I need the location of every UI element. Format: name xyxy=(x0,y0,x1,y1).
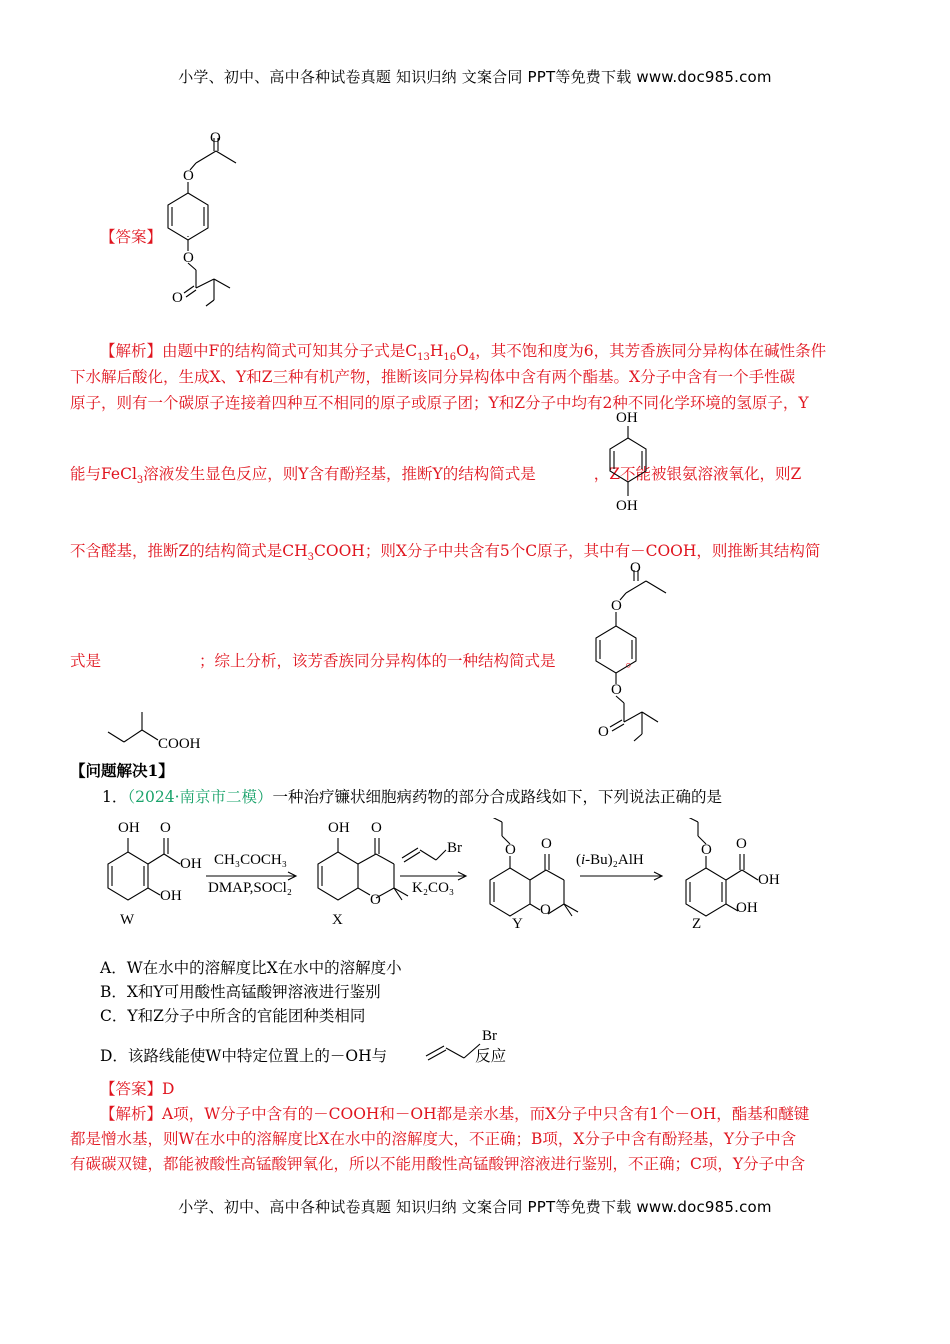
answer2: 【答案】D xyxy=(100,1080,175,1098)
label-x: X xyxy=(332,912,343,928)
atom-label-oh: OH xyxy=(118,820,140,836)
analysis2-line3: 有碳碳双键，都能被酸性高锰酸钾氧化，所以不能用酸性高锰酸钾溶液进行鉴别，不正确；C项，Y分子中含 xyxy=(70,1155,806,1173)
atom-label-o: O xyxy=(160,820,171,836)
question-1: 1．（2024·南京市二模）一种治疗镰状细胞病药物的部分合成路线如下，下列说法正确的是 xyxy=(102,788,723,806)
analysis2-line2: 都是憎水基，则W在水中的溶解度比X在水中的溶解度大，不正确；B项，X分子中含有酚羟基，Y分子中含 xyxy=(70,1130,797,1148)
atom-label-o: O xyxy=(183,250,194,266)
atom-label-oh: OH xyxy=(736,900,758,916)
label-y: Y xyxy=(512,916,523,932)
atom-label-o: O xyxy=(611,682,622,698)
atom-label-o: O xyxy=(183,168,194,184)
atom-label-o: O xyxy=(736,836,747,852)
analysis2-line1: 【解析】A项，W分子中含有的－COOH和－OH都是亲水基，而X分子中只含有1个－OH，酯基和醚键 xyxy=(100,1105,810,1123)
analysis1-line4: 能与FeCl$_3$溶液发生显色反应，则Y含有酚羟基，推断Y的结构简式是 ，Z不能被银氨溶液氧化，则Z xyxy=(70,465,802,487)
atom-label-o: O xyxy=(371,820,382,836)
reagent1-bottom: DMAP,SOCl₂ xyxy=(208,880,293,896)
label-w: W xyxy=(120,912,135,928)
reagent2-bottom: K₂CO₃ xyxy=(412,880,455,896)
answer-label: 【答案】 xyxy=(100,228,163,246)
atom-label-cooh: COOH xyxy=(158,736,201,752)
reaction-scheme xyxy=(90,818,880,938)
atom-label-oh: OH xyxy=(616,498,638,514)
atom-label-br: Br xyxy=(482,1028,497,1044)
analysis1-line2: 下水解后酸化，生成X、Y和Z三种有机产物，推断该同分异构体中含有两个酯基。X分子中含有一个手性碳 xyxy=(70,368,796,386)
atom-label-oh: OH xyxy=(180,856,202,872)
atom-label-oh: OH xyxy=(160,888,182,904)
structure-allyl-bromide xyxy=(418,1026,508,1062)
answer-structure-diester xyxy=(150,130,260,310)
reagent1-top: CH₃COCH₃ xyxy=(214,852,287,868)
atom-label-o: O xyxy=(611,598,622,614)
atom-label-o: O xyxy=(701,842,712,858)
atom-label-o: O xyxy=(210,130,221,146)
atom-label-o: O xyxy=(370,892,381,908)
atom-label-o: O xyxy=(172,290,183,306)
structure-2-methylbutanoic-acid xyxy=(102,706,212,752)
page-header: 小学、初中、高中各种试卷真题 知识归纳 文案合同 PPT等免费下载 www.doc985.com xyxy=(178,68,772,86)
atom-label-o: O xyxy=(630,560,641,576)
analysis1-line1: 【解析】由题中F的结构简式可知其分子式是$C_{13}H_{16}O_4$，其不饱和度为6，其芳香族同分异构体在碱性条件 xyxy=(100,342,827,364)
atom-label-o: O xyxy=(598,724,609,740)
option-a[interactable]: A．W在水中的溶解度比X在水中的溶解度小 xyxy=(100,959,402,977)
atom-label-o: O xyxy=(540,902,551,918)
structure-hydroquinone xyxy=(600,410,656,520)
option-c[interactable]: C．Y和Z分子中所含的官能团种类相同 xyxy=(100,1007,366,1025)
atom-label-oh: OH xyxy=(758,872,780,888)
option-d[interactable]: D．该路线能使W中特定位置上的－OH与 反应 xyxy=(100,1047,507,1065)
page-footer: 小学、初中、高中各种试卷真题 知识归纳 文案合同 PPT等免费下载 www.doc985.com xyxy=(178,1198,772,1216)
analysis1-line6: 式是 ；综上分析，该芳香族同分异构体的一种结构简式是 。 xyxy=(70,652,642,670)
analysis1-line3: 原子，则有一个碳原子连接着四种互不相同的原子或原子团；Y和Z分子中均有2种不同化学环境的氢原子，Y xyxy=(70,394,809,412)
atom-label-oh: OH xyxy=(328,820,350,836)
label-z: Z xyxy=(692,916,702,932)
reagent3-top: (i-Bu)₂AlH xyxy=(576,852,644,868)
section-title: 【问题解决1】 xyxy=(70,761,174,780)
structure-diester-isomer xyxy=(580,560,690,750)
analysis1-line5: 不含醛基，推断Z的结构简式是$CH_3COOH$；则X分子中共含有5个C原子，其中有－COOH，则推断其结构简 xyxy=(70,542,821,564)
atom-label-o: O xyxy=(505,842,516,858)
atom-label-o: O xyxy=(541,836,552,852)
option-b[interactable]: B．X和Y可用酸性高锰酸钾溶液进行鉴别 xyxy=(100,983,381,1001)
atom-label-oh: OH xyxy=(616,410,638,426)
atom-label-br: Br xyxy=(447,840,462,856)
